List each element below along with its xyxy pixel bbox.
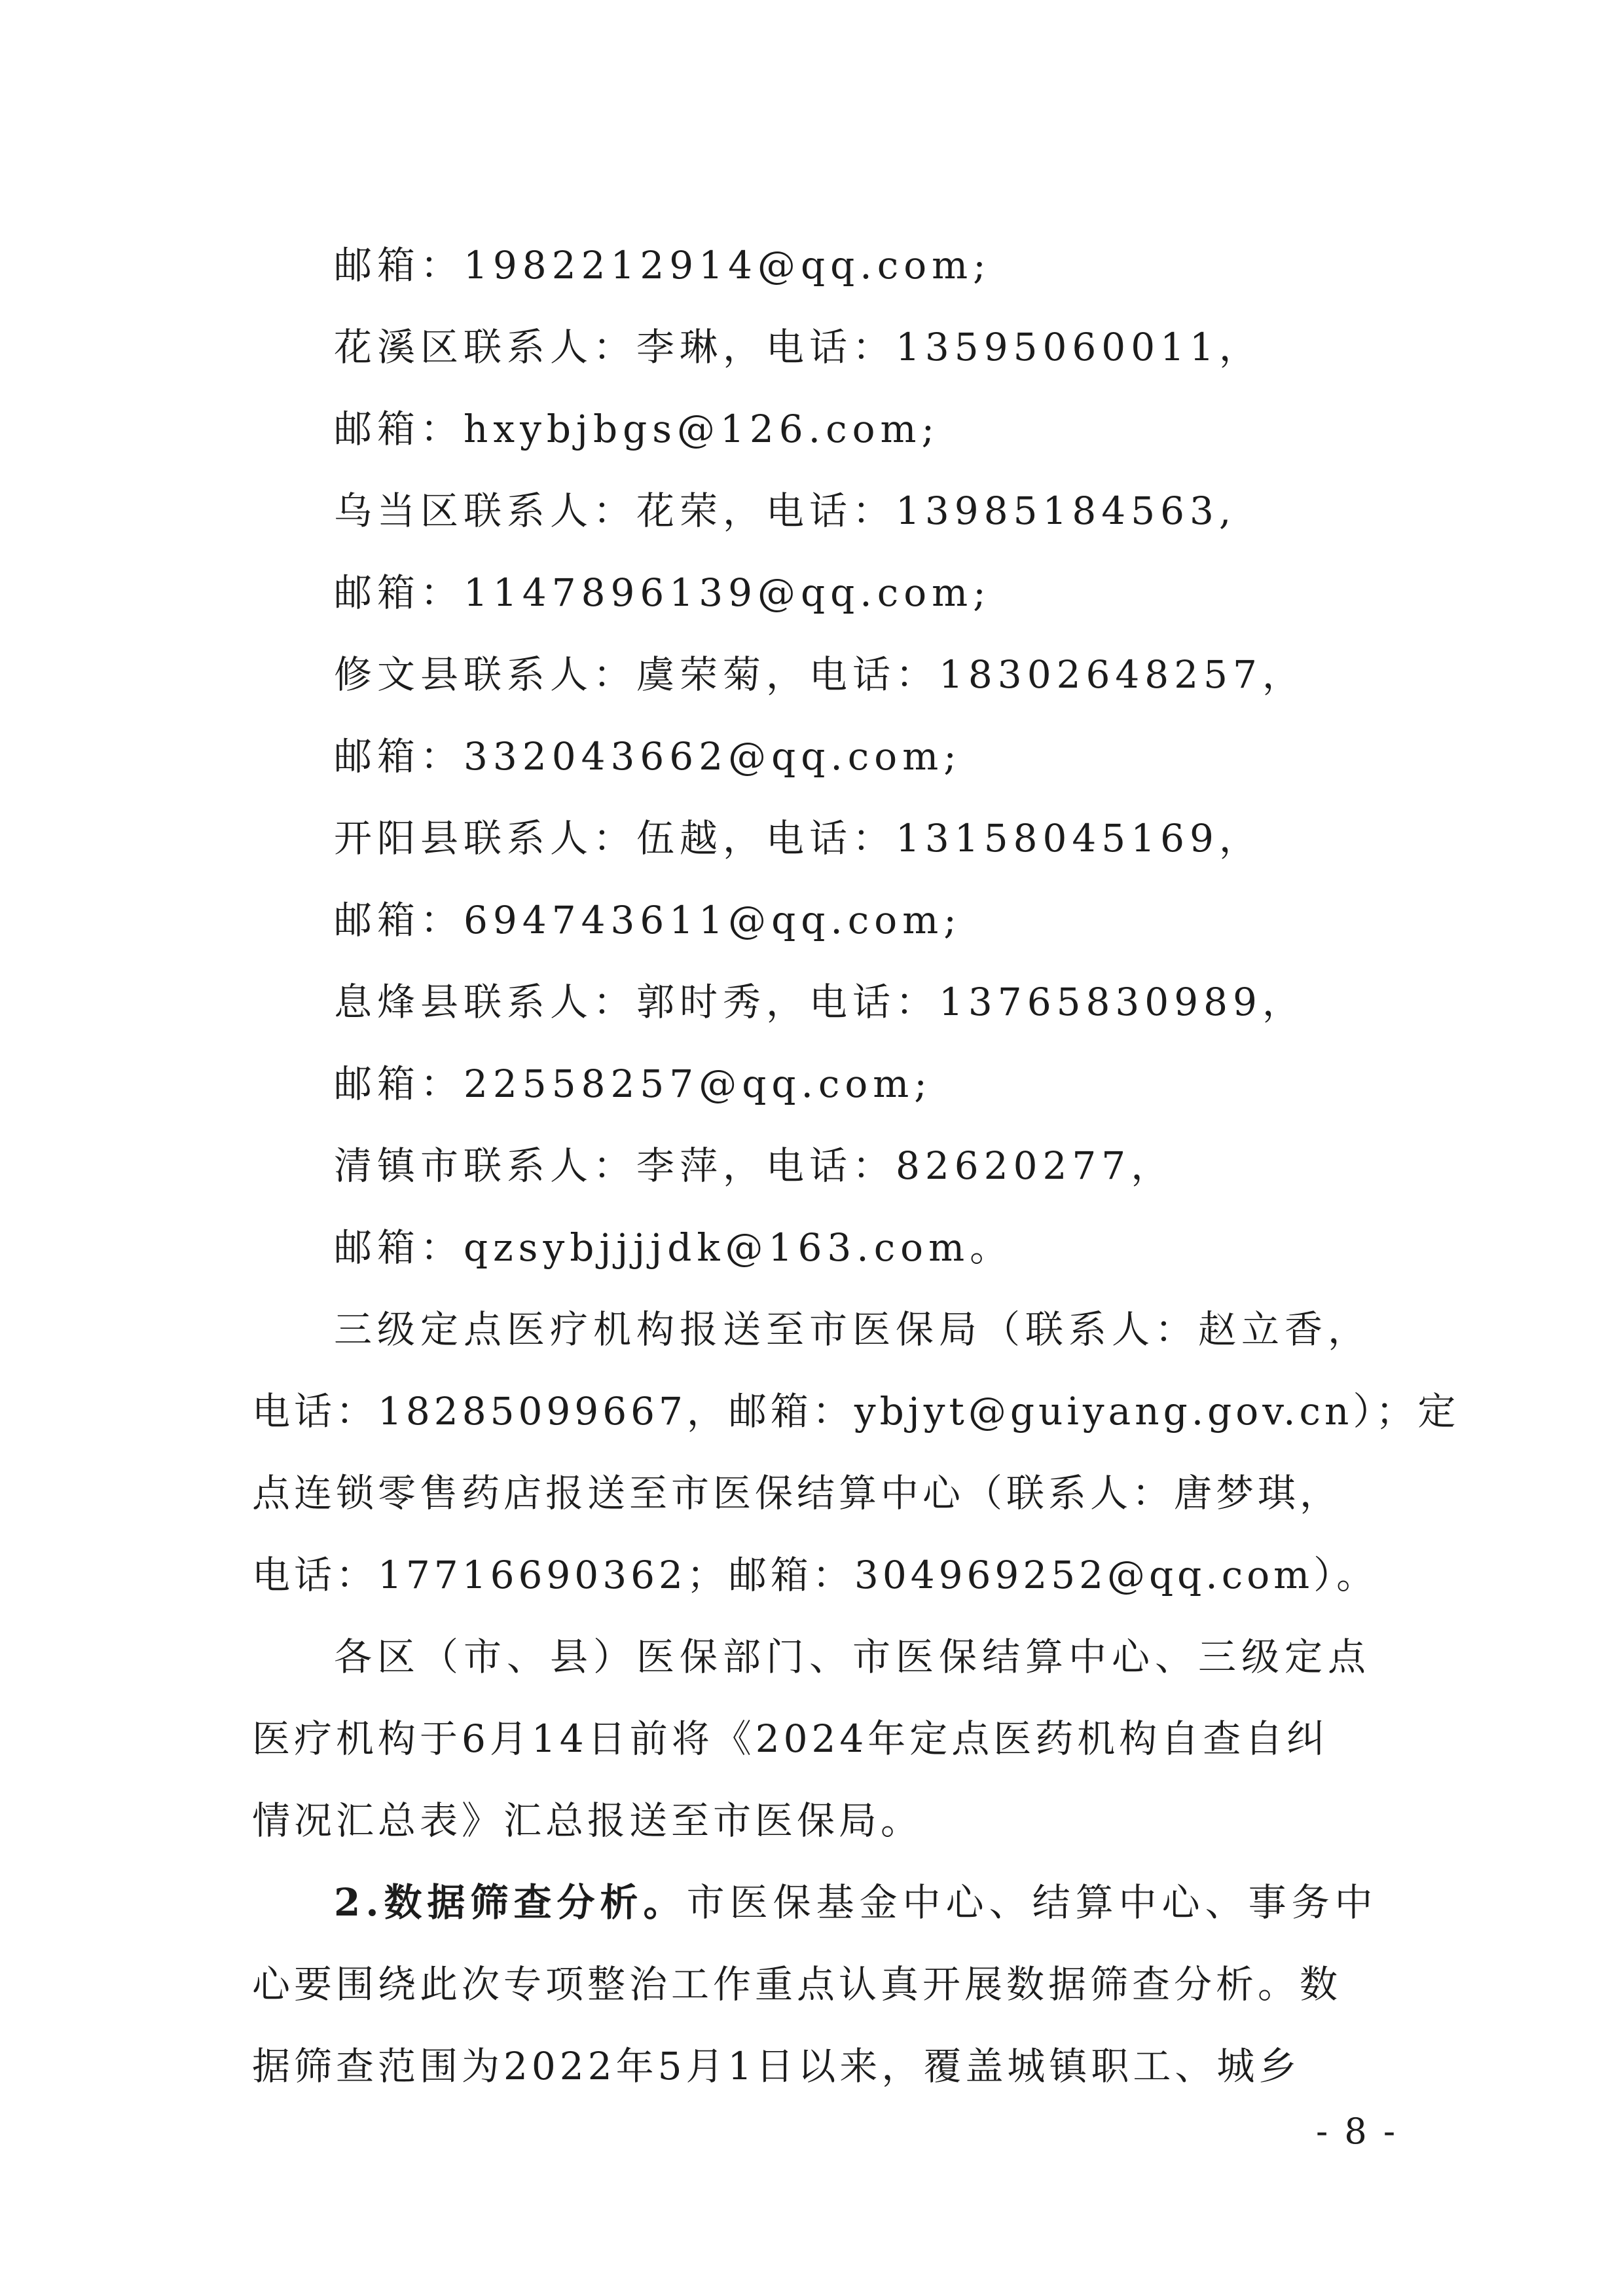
paragraph-line: 电话：17716690362；邮箱：304969252@qq.com）。 <box>252 1553 1379 1597</box>
paragraph-line: 据筛查范围为2022年5月1日以来，覆盖城镇职工、城乡 <box>252 2044 1301 2088</box>
paragraph-line: 点连锁零售药店报送至市医保结算中心（联系人：唐梦琪， <box>252 1471 1342 1515</box>
paragraph-line: 各区（市、县）医保部门、市医保结算中心、三级定点 <box>334 1635 1372 1679</box>
contact-line: 修文县联系人：虞荣菊，电话：18302648257， <box>334 652 1305 697</box>
page-number: - 8 - <box>1316 2111 1398 2152</box>
paragraph-line: 医疗机构于6月14日前将《2024年定点医药机构自查自纠 <box>252 1716 1329 1761</box>
paragraph-line: 情况汇总表》汇总报送至市医保局。 <box>252 1798 923 1843</box>
contact-line: 邮箱：1982212914@qq.com; <box>334 243 991 287</box>
contact-line: 息烽县联系人：郭时秀，电话：13765830989， <box>334 980 1305 1024</box>
paragraph-line: 三级定点医疗机构报送至市医保局（联系人：赵立香， <box>334 1307 1372 1352</box>
paragraph-line: 电话：18285099667，邮箱：ybjyt@guiyang.gov.cn）；定 <box>252 1389 1460 1434</box>
contact-line: 乌当区联系人：花荣，电话：13985184563, <box>334 489 1237 533</box>
paragraph-line <box>334 1876 1378 1929</box>
contact-line: 邮箱：1147896139@qq.com; <box>334 570 991 615</box>
contact-line: 花溪区联系人：李琳，电话：13595060011， <box>334 325 1262 369</box>
contact-line: 邮箱：22558257@qq.com; <box>334 1062 932 1106</box>
contact-line: 开阳县联系人：伍越，电话：13158045169， <box>334 816 1262 861</box>
paragraph-line: 心要围绕此次专项整治工作重点认真开展数据筛查分析。数 <box>252 1962 1342 2007</box>
contact-line: 邮箱：694743611@qq.com; <box>334 898 962 942</box>
paragraph-text: 市医保基金中心、结算中心、事务中 <box>686 1880 1378 1925</box>
contact-line: 邮箱：hxybjbgs@126.com; <box>334 407 940 451</box>
contact-line: 清镇市联系人：李萍，电话：82620277， <box>334 1143 1175 1188</box>
contact-line: 邮箱：qzsybjjjjdk@163.com。 <box>334 1225 1013 1270</box>
section-heading: 2.数据筛查分析。 <box>334 1880 687 1925</box>
contact-line: 邮箱：332043662@qq.com; <box>334 734 962 779</box>
